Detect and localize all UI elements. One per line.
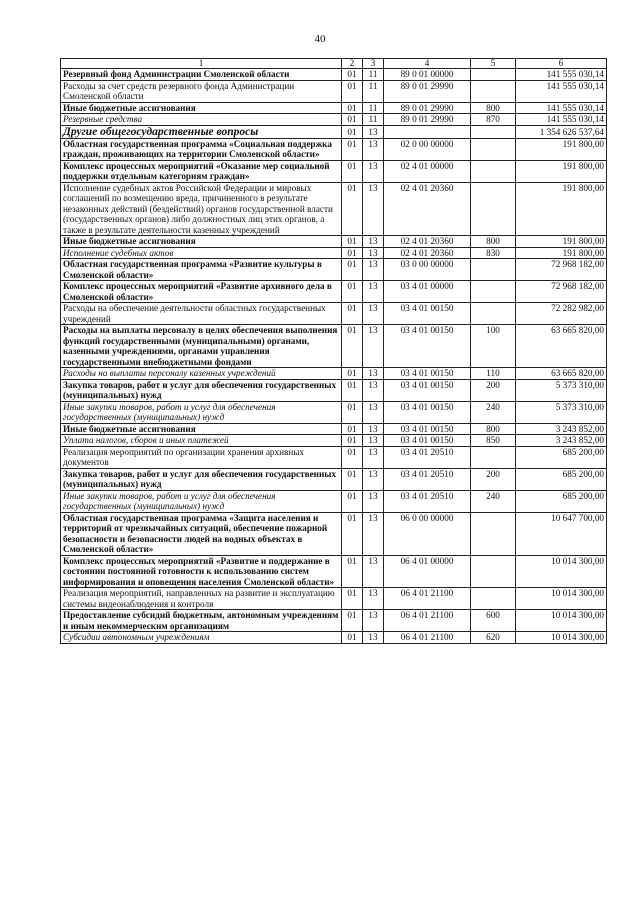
row-target-article-cell: 03 4 01 00150 — [384, 435, 471, 447]
row-name-cell: Субсидии автономным учреждениям — [61, 632, 342, 644]
row-amount-cell: 141 555 030,14 — [516, 80, 607, 102]
table-row — [61, 632, 607, 644]
row-section-cell: 01 — [342, 512, 363, 555]
row-amount-cell: 191 800,00 — [516, 182, 607, 236]
row-section-cell: 01 — [342, 423, 363, 435]
table-row — [61, 247, 607, 259]
row-target-article-cell: 03 4 01 00150 — [384, 303, 471, 325]
row-section-cell: 01 — [342, 138, 363, 160]
row-expense-type-cell: 110 — [471, 368, 516, 380]
row-target-article-cell: 06 0 00 00000 — [384, 512, 471, 555]
row-target-article-cell — [384, 125, 471, 138]
row-subsection-cell: 13 — [363, 379, 384, 401]
row-target-article-cell: 02 4 01 00000 — [384, 160, 471, 182]
row-target-article-cell: 06 4 01 21100 — [384, 632, 471, 644]
row-target-article-cell: 03 4 01 20510 — [384, 468, 471, 490]
row-section-cell: 01 — [342, 303, 363, 325]
row-target-article-cell: 06 4 01 21100 — [384, 588, 471, 610]
table-row — [61, 160, 607, 182]
row-amount-cell: 10 647 700,00 — [516, 512, 607, 555]
row-subsection-cell: 13 — [363, 401, 384, 423]
row-name-cell: Предоставление субсидий бюджетным, автономным учреждениям и иным некоммерческим организациям — [61, 610, 342, 632]
row-amount-cell: 191 800,00 — [516, 160, 607, 182]
row-section-cell: 01 — [342, 632, 363, 644]
table-row — [61, 368, 607, 380]
table-header — [61, 59, 607, 69]
row-expense-type-cell: 240 — [471, 490, 516, 512]
row-expense-type-cell — [471, 555, 516, 588]
row-name-cell: Расходы на обеспечение деятельности областных государственных учреждений — [61, 303, 342, 325]
row-expense-type-cell — [471, 303, 516, 325]
table-row — [61, 435, 607, 447]
row-section-cell: 01 — [342, 102, 363, 114]
row-expense-type-cell: 100 — [471, 325, 516, 368]
row-subsection-cell: 11 — [363, 102, 384, 114]
row-target-article-cell: 06 4 01 21100 — [384, 610, 471, 632]
row-name-cell: Исполнение судебных актов — [61, 247, 342, 259]
row-expense-type-cell — [471, 446, 516, 468]
row-target-article-cell: 02 4 01 20360 — [384, 182, 471, 236]
row-expense-type-cell — [471, 512, 516, 555]
table-row — [61, 138, 607, 160]
row-subsection-cell: 11 — [363, 114, 384, 126]
table-row — [61, 80, 607, 102]
row-subsection-cell: 13 — [363, 555, 384, 588]
row-amount-cell: 10 014 300,00 — [516, 555, 607, 588]
row-target-article-cell: 03 4 01 00150 — [384, 423, 471, 435]
row-amount-cell: 63 665 820,00 — [516, 368, 607, 380]
table-row — [61, 125, 607, 138]
row-expense-type-cell — [471, 160, 516, 182]
row-subsection-cell: 13 — [363, 125, 384, 138]
row-subsection-cell: 13 — [363, 446, 384, 468]
row-target-article-cell: 03 4 01 00150 — [384, 368, 471, 380]
row-target-article-cell: 03 4 01 20510 — [384, 446, 471, 468]
column-header: 3 — [363, 59, 384, 69]
row-amount-cell: 685 200,00 — [516, 446, 607, 468]
row-expense-type-cell — [471, 259, 516, 281]
table-row — [61, 69, 607, 81]
row-expense-type-cell — [471, 281, 516, 303]
row-amount-cell: 1 354 626 537,64 — [516, 125, 607, 138]
row-name-cell: Расходы на выплаты персоналу казенных учреждений — [61, 368, 342, 380]
row-name-cell: Реализация мероприятий, направленных на развитие и эксплуатацию системы видеонаблюдения и контроля — [61, 588, 342, 610]
row-amount-cell: 141 555 030,14 — [516, 102, 607, 114]
table-row — [61, 468, 607, 490]
row-expense-type-cell: 800 — [471, 102, 516, 114]
row-subsection-cell: 13 — [363, 247, 384, 259]
row-section-cell: 01 — [342, 80, 363, 102]
row-section-cell: 01 — [342, 325, 363, 368]
row-name-cell: Реализация мероприятий по организации хранения архивных документов — [61, 446, 342, 468]
row-amount-cell: 10 014 300,00 — [516, 610, 607, 632]
row-subsection-cell: 13 — [363, 588, 384, 610]
row-amount-cell: 10 014 300,00 — [516, 632, 607, 644]
row-target-article-cell: 03 0 00 00000 — [384, 259, 471, 281]
row-name-cell: Резервные средства — [61, 114, 342, 126]
row-subsection-cell: 13 — [363, 423, 384, 435]
row-amount-cell: 5 373 310,00 — [516, 401, 607, 423]
row-subsection-cell: 13 — [363, 632, 384, 644]
row-expense-type-cell: 240 — [471, 401, 516, 423]
table-row — [61, 555, 607, 588]
row-target-article-cell: 03 4 01 00150 — [384, 379, 471, 401]
row-name-cell: Исполнение судебных актов Российской Федерации и мировых соглашений по возмещению вреда, причиненного в результате незаконных действий (бездействий) органов государственной власти (государственных органов) либо должностных лиц этих органов, а также в результате деятельности казенных учреждений — [61, 182, 342, 236]
row-amount-cell: 72 282 982,00 — [516, 303, 607, 325]
row-expense-type-cell: 200 — [471, 379, 516, 401]
row-section-cell: 01 — [342, 114, 363, 126]
row-expense-type-cell: 800 — [471, 236, 516, 248]
row-name-cell: Закупка товаров, работ и услуг для обеспечения государственных (муниципальных) нужд — [61, 468, 342, 490]
row-name-cell: Закупка товаров, работ и услуг для обеспечения государственных (муниципальных) нужд — [61, 379, 342, 401]
row-amount-cell: 685 200,00 — [516, 490, 607, 512]
row-expense-type-cell — [471, 69, 516, 81]
row-section-cell: 01 — [342, 182, 363, 236]
row-amount-cell: 191 800,00 — [516, 247, 607, 259]
row-expense-type-cell: 620 — [471, 632, 516, 644]
column-header: 6 — [516, 59, 607, 69]
table-row — [61, 490, 607, 512]
row-target-article-cell: 03 4 01 00150 — [384, 325, 471, 368]
row-target-article-cell: 06 4 01 00000 — [384, 555, 471, 588]
table-row — [61, 325, 607, 368]
row-amount-cell: 191 800,00 — [516, 138, 607, 160]
row-expense-type-cell — [471, 80, 516, 102]
row-amount-cell: 141 555 030,14 — [516, 69, 607, 81]
row-section-cell: 01 — [342, 368, 363, 380]
row-subsection-cell: 13 — [363, 303, 384, 325]
row-amount-cell: 72 968 182,00 — [516, 259, 607, 281]
row-name-cell: Комплекс процессных мероприятий «Оказание мер социальной поддержки отдельным категориям граждан» — [61, 160, 342, 182]
row-name-cell: Другие общегосударственные вопросы — [61, 125, 342, 138]
row-amount-cell: 141 555 030,14 — [516, 114, 607, 126]
row-section-cell: 01 — [342, 435, 363, 447]
row-section-cell: 01 — [342, 160, 363, 182]
row-name-cell: Иные закупки товаров, работ и услуг для обеспечения государственных (муниципальных) нужд — [61, 490, 342, 512]
row-target-article-cell: 02 4 01 20360 — [384, 236, 471, 248]
row-subsection-cell: 13 — [363, 281, 384, 303]
table-row — [61, 259, 607, 281]
row-name-cell: Комплекс процессных мероприятий «Развитие и поддержание в состоянии постоянной готовности к использованию систем информирования и оповещения населения Смоленской области» — [61, 555, 342, 588]
row-amount-cell: 5 373 310,00 — [516, 379, 607, 401]
row-subsection-cell: 13 — [363, 160, 384, 182]
row-target-article-cell: 02 0 00 00000 — [384, 138, 471, 160]
row-subsection-cell: 13 — [363, 182, 384, 236]
table-body — [61, 69, 607, 644]
table-row — [61, 379, 607, 401]
row-section-cell: 01 — [342, 125, 363, 138]
page-number: 40 — [314, 33, 326, 45]
row-expense-type-cell: 800 — [471, 423, 516, 435]
table-row — [61, 610, 607, 632]
row-section-cell: 01 — [342, 555, 363, 588]
row-target-article-cell: 89 0 01 29990 — [384, 102, 471, 114]
row-name-cell: Расходы за счет средств резервного фонда Администрации Смоленской области — [61, 80, 342, 102]
budget-table — [60, 58, 607, 644]
row-name-cell: Комплекс процессных мероприятий «Развитие архивного дела в Смоленской области» — [61, 281, 342, 303]
row-expense-type-cell: 600 — [471, 610, 516, 632]
row-section-cell: 01 — [342, 379, 363, 401]
row-subsection-cell: 13 — [363, 325, 384, 368]
row-amount-cell: 63 665 820,00 — [516, 325, 607, 368]
row-target-article-cell: 03 4 01 20510 — [384, 490, 471, 512]
table-row — [61, 102, 607, 114]
row-section-cell: 01 — [342, 588, 363, 610]
row-name-cell: Уплата налогов, сборов и иных платежей — [61, 435, 342, 447]
column-header: 4 — [384, 59, 471, 69]
row-amount-cell: 3 243 852,00 — [516, 435, 607, 447]
column-header: 5 — [471, 59, 516, 69]
row-name-cell: Областная государственная программа «Защита населения и территорий от чрезвычайных ситуаций, обеспечение пожарной безопасности и безопасности людей на водных объектах в Смоленской области» — [61, 512, 342, 555]
column-header: 2 — [342, 59, 363, 69]
row-target-article-cell: 89 0 01 29990 — [384, 80, 471, 102]
row-section-cell: 01 — [342, 247, 363, 259]
row-amount-cell: 10 014 300,00 — [516, 588, 607, 610]
row-amount-cell: 685 200,00 — [516, 468, 607, 490]
row-target-article-cell: 02 4 01 20360 — [384, 247, 471, 259]
row-section-cell: 01 — [342, 610, 363, 632]
table-row — [61, 423, 607, 435]
row-section-cell: 01 — [342, 468, 363, 490]
row-expense-type-cell: 850 — [471, 435, 516, 447]
column-header: 1 — [61, 59, 342, 69]
row-name-cell: Областная государственная программа «Развитие культуры в Смоленской области» — [61, 259, 342, 281]
row-subsection-cell: 13 — [363, 435, 384, 447]
row-section-cell: 01 — [342, 259, 363, 281]
row-subsection-cell: 13 — [363, 512, 384, 555]
row-section-cell: 01 — [342, 401, 363, 423]
row-section-cell: 01 — [342, 281, 363, 303]
row-target-article-cell: 03 4 01 00000 — [384, 281, 471, 303]
table-row — [61, 588, 607, 610]
row-name-cell: Иные закупки товаров, работ и услуг для обеспечения государственных (муниципальных) нужд — [61, 401, 342, 423]
row-target-article-cell: 03 4 01 00150 — [384, 401, 471, 423]
table-row — [61, 182, 607, 236]
row-subsection-cell: 13 — [363, 468, 384, 490]
row-subsection-cell: 13 — [363, 236, 384, 248]
row-subsection-cell: 13 — [363, 610, 384, 632]
table-row — [61, 303, 607, 325]
table-row — [61, 512, 607, 555]
row-expense-type-cell: 870 — [471, 114, 516, 126]
row-subsection-cell: 13 — [363, 368, 384, 380]
table-row — [61, 401, 607, 423]
row-expense-type-cell: 830 — [471, 247, 516, 259]
row-name-cell: Расходы на выплаты персоналу в целях обеспечения выполнения функций государственными (муниципальными) органами, казенными учреждениями, органами управления государственными внебюджетными фондами — [61, 325, 342, 368]
table-row — [61, 236, 607, 248]
row-expense-type-cell — [471, 138, 516, 160]
table-row — [61, 114, 607, 126]
row-expense-type-cell: 200 — [471, 468, 516, 490]
row-expense-type-cell — [471, 125, 516, 138]
row-section-cell: 01 — [342, 236, 363, 248]
row-name-cell: Областная государственная программа «Социальная поддержка граждан, проживающих на территории Смоленской области» — [61, 138, 342, 160]
row-name-cell: Иные бюджетные ассигнования — [61, 102, 342, 114]
row-section-cell: 01 — [342, 446, 363, 468]
header-row — [61, 59, 607, 69]
table-row — [61, 446, 607, 468]
row-expense-type-cell — [471, 588, 516, 610]
row-name-cell: Иные бюджетные ассигнования — [61, 236, 342, 248]
row-target-article-cell: 89 0 01 29990 — [384, 114, 471, 126]
row-section-cell: 01 — [342, 490, 363, 512]
row-subsection-cell: 13 — [363, 259, 384, 281]
row-name-cell: Иные бюджетные ассигнования — [61, 423, 342, 435]
row-subsection-cell: 13 — [363, 138, 384, 160]
row-amount-cell: 191 800,00 — [516, 236, 607, 248]
row-expense-type-cell — [471, 182, 516, 236]
row-amount-cell: 72 968 182,00 — [516, 281, 607, 303]
row-subsection-cell: 11 — [363, 69, 384, 81]
row-amount-cell: 3 243 852,00 — [516, 423, 607, 435]
row-target-article-cell: 89 0 01 00000 — [384, 69, 471, 81]
row-subsection-cell: 13 — [363, 490, 384, 512]
row-section-cell: 01 — [342, 69, 363, 81]
table-row — [61, 281, 607, 303]
row-name-cell: Резервный фонд Администрации Смоленской области — [61, 69, 342, 81]
row-subsection-cell: 11 — [363, 80, 384, 102]
